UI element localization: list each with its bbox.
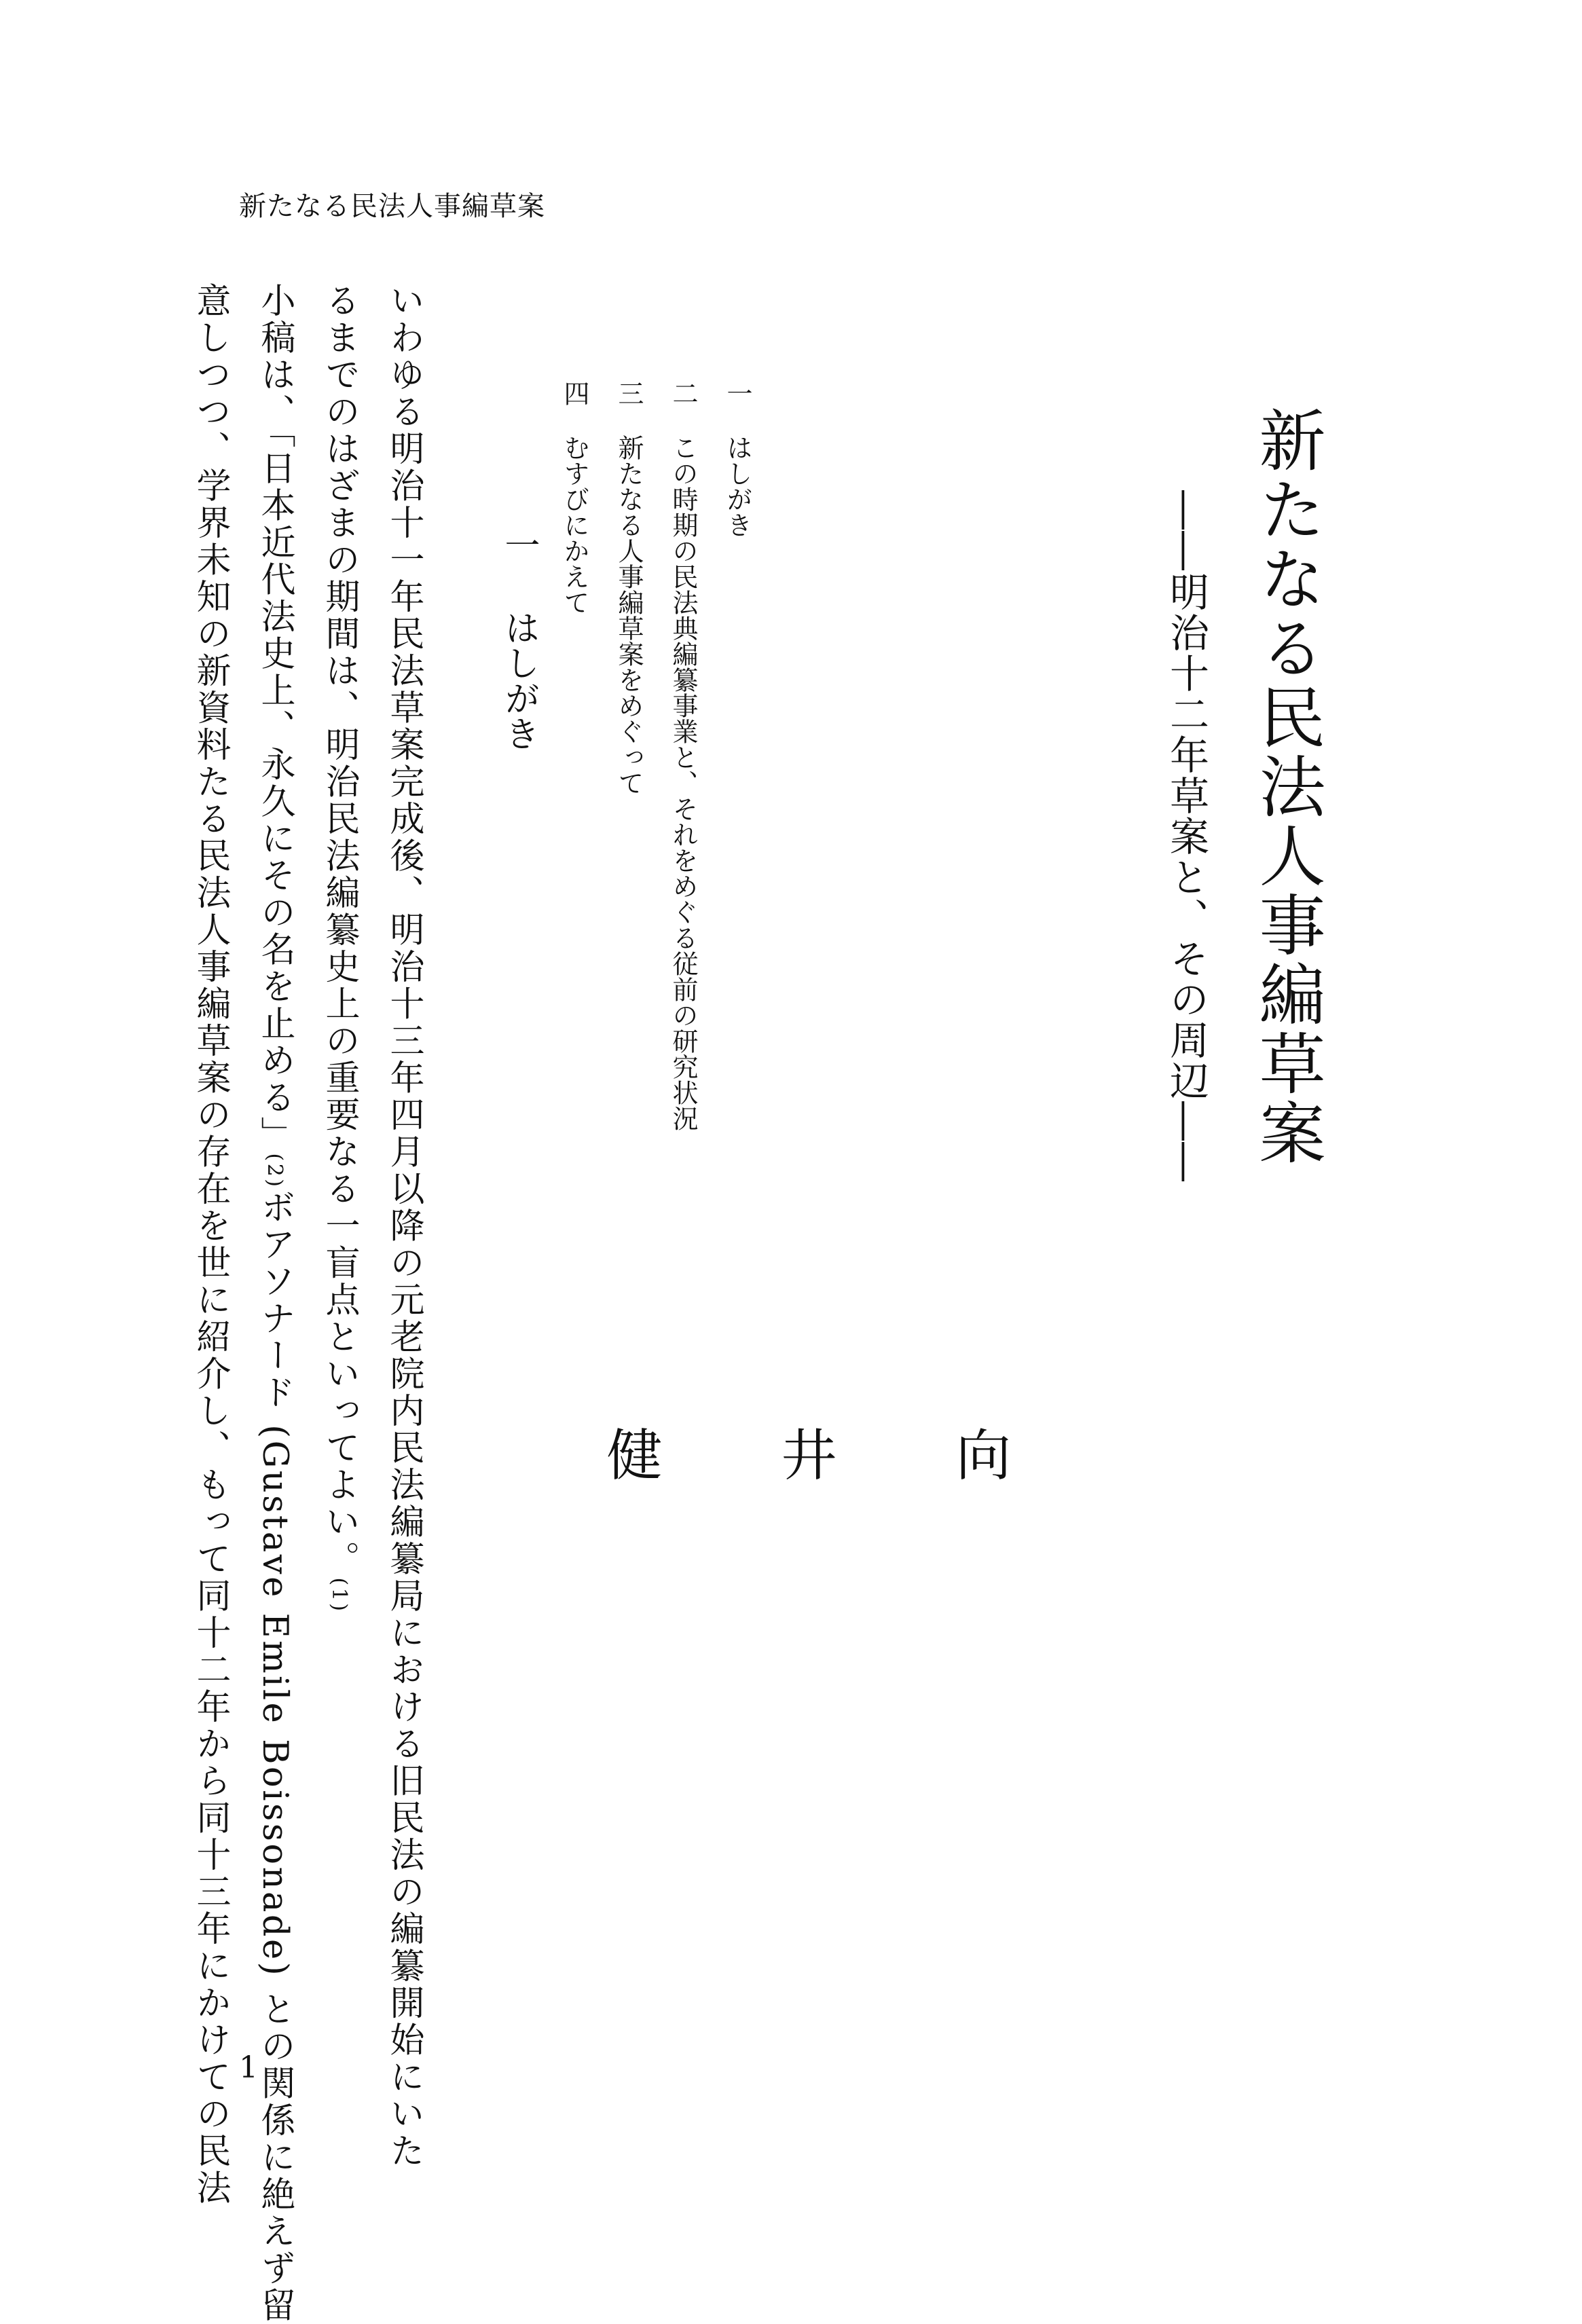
body-line: いわゆる明治十一年民法草案完成後、明治十三年四月以降の元老院内民法編纂局における旧民法の編纂開始にいた	[386, 282, 421, 2170]
body-line: 意しつつ、学界未知の新資料たる民法人事編草案の存在を世に紹介し、もって同十二年から同十三年にかけての民法	[193, 282, 227, 2207]
toc-item-text: 新たなる人事編草案をめぐって	[616, 435, 642, 796]
body-line	[257, 282, 292, 2324]
author	[602, 1426, 1006, 1481]
toc-item-number: 三	[616, 380, 642, 406]
toc-item-number: 四	[562, 380, 587, 406]
footnote-marker: (1)	[327, 1578, 351, 1614]
page-title: 新たなる民法人事編草案	[1253, 406, 1320, 1168]
toc-item-text: はしがき	[724, 435, 750, 538]
body-text: るまでのはざまの期間は、明治民法編纂史上の重要なる一盲点といってよい。	[319, 282, 359, 1578]
page-number: 1	[239, 2050, 258, 2085]
toc-item	[616, 380, 642, 1131]
toc-item-text: むすびにかえて	[562, 435, 587, 615]
author-char: 井	[776, 1426, 832, 1481]
subtitle: ――明治十二年草案と、その周辺――	[1166, 490, 1206, 1183]
section-number: 一	[501, 527, 536, 562]
body-text: 小稿は、「日本近代法史上、永久にその名を止める」	[255, 282, 295, 1154]
body-line	[322, 282, 356, 1614]
body-text: ボアソナード (Gustave Emile Boissonade) との関係に絶えず留	[255, 1189, 295, 2324]
footnote-marker: (2)	[263, 1154, 287, 1189]
toc-item	[562, 380, 587, 1131]
toc-item	[670, 380, 696, 1131]
section-heading	[501, 527, 536, 751]
toc-item-number: 一	[724, 380, 750, 406]
toc-item	[724, 380, 750, 1131]
toc-item-number: 二	[670, 380, 696, 406]
section-title: はしがき	[501, 610, 536, 751]
author-char: 向	[951, 1426, 1006, 1481]
toc-item-text: この時期の民法典編纂事業と、それをめぐる従前の研究状況	[670, 435, 696, 1131]
table-of-contents	[562, 380, 750, 1131]
author-char: 健	[602, 1426, 657, 1481]
running-head: 新たなる民法人事編草案	[239, 185, 545, 223]
